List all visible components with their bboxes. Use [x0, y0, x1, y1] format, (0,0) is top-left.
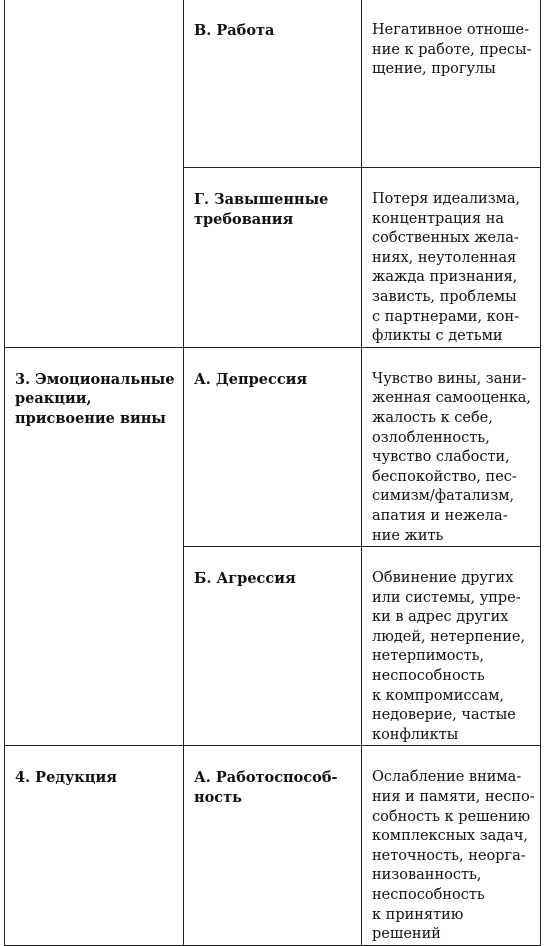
table-row	[5, 0, 541, 168]
description-cell: Обвинение других или системы, упре- ки в адрес других людей, нетерпение, нетерпимость, неспособность к компромиссам, недоверие, частые конфликты	[362, 547, 541, 746]
category-cell-empty	[5, 0, 184, 347]
subcategory-cell: А. Работоспособ- ность	[184, 746, 362, 945]
subcategory-cell: А. Депрессия	[184, 347, 362, 546]
table-row	[5, 746, 541, 945]
description-cell: Ослабление внима- ния и памяти, неспо- собность к решению комплексных задач, неточность, неорга- низованность, неспособность к принятию решений	[362, 746, 541, 945]
burnout-symptoms-table	[4, 0, 541, 946]
description-cell: Негативное отноше- ние к работе, пресы- щение, прогулы	[362, 0, 541, 168]
subcategory-cell: Г. Завышенные требования	[184, 168, 362, 348]
table-row	[5, 347, 541, 546]
category-cell: 4. Редукция	[5, 746, 184, 945]
description-cell: Потеря идеализма, концентрация на собственных жела- ниях, неутоленная жажда признания, зависть, проблемы с партнерами, кон- фликты с детьми	[362, 168, 541, 348]
description-cell: Чувство вины, зани- женная самооценка, жалость к себе, озлобленность, чувство слабости, беспокойство, пес- симизм/фатализм, апатия и нежела- ние жить	[362, 347, 541, 546]
subcategory-cell: В. Работа	[184, 0, 362, 168]
subcategory-cell: Б. Агрессия	[184, 547, 362, 746]
category-cell: 3. Эмоциональные реакции, присвоение вины	[5, 347, 184, 746]
